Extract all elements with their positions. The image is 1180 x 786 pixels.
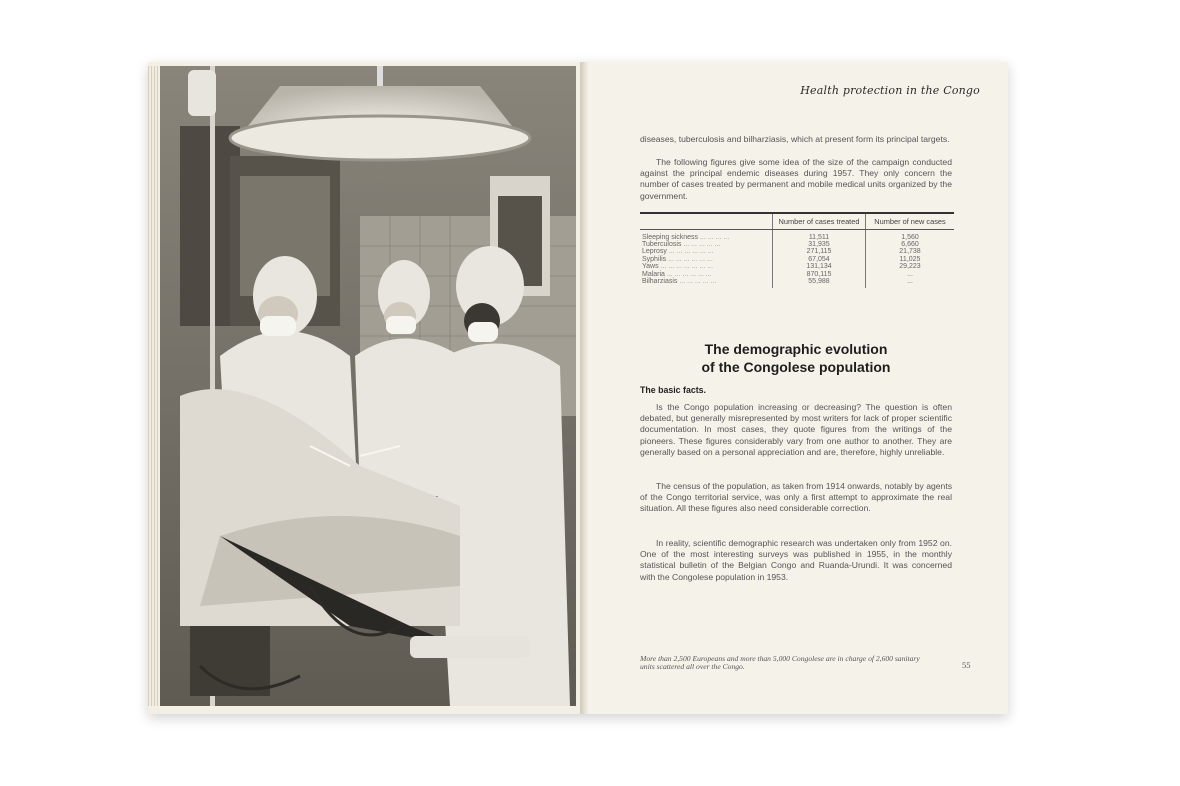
table-row: Tuberculosis ... ... ... ... ... 31,935 6,660 — [640, 241, 954, 248]
paragraph-population-question: Is the Congo population increasing or decreasing? The question is often debated, but generally misrepresented by most writers for lack of proper scientific documentation. In most cases, they quote figures from the writings of the pioneers. These figures considerably vary from one author to another. They are generally based on a personal appreciation and are, therefore, highly unreliable. — [640, 402, 952, 457]
header-disease — [640, 214, 773, 230]
left-page — [148, 62, 583, 714]
disease-name: Syphilis — [642, 255, 667, 263]
new-cases: 21,738 — [899, 248, 921, 256]
open-book — [148, 62, 1008, 714]
table-row: Sleeping sickness ... ... ... ... 11,511 1,560 — [640, 229, 954, 241]
cases-treated: 131,134 — [773, 263, 866, 270]
new-cases: 6,660 — [901, 240, 919, 248]
photo-caption: More than 2,500 Europeans and more than 5,000 Congolese are in charge of 2,600 sanitary units scattered all over the Congo. — [640, 654, 920, 672]
paragraph-research: In reality, scientific demographic research was undertaken only from 1952 on. One of the most interesting surveys was published in 1955, in the monthly statistical bulletin of the Belgian Congo and Ruanda-Urundi. It was concerned with the Congolese population in 1953. — [640, 538, 952, 582]
section-title-line1: The demographic evolution — [704, 341, 888, 357]
page-edges — [148, 66, 158, 706]
header-new-cases: Number of new cases — [866, 214, 955, 230]
right-page — [588, 62, 1008, 714]
header-cases-treated: Number of cases treated — [773, 214, 866, 230]
table-row: Syphilis ... ... ... ... ... ... 67,054 11,025 — [640, 256, 954, 263]
intro-paragraph: diseases, tuberculosis and bilharziasis, which at present form its principal targets. — [640, 134, 950, 144]
disease-name: Bilharziasis — [642, 277, 678, 285]
new-cases: 1,560 — [901, 233, 919, 241]
table-row: Malaria ... ... ... ... ... ... 870,115 ... — [640, 271, 954, 278]
cases-treated: 67,054 — [773, 256, 866, 263]
running-head: Health protection in the Congo — [800, 84, 980, 97]
paragraph-census: The census of the population, as taken from 1914 onwards, notably by agents of the Congo territorial service, was only a first attempt to approximate the real situation. All these figures also need considerable correction. — [640, 481, 952, 514]
disease-name: Yaws — [642, 263, 659, 271]
new-cases: ... — [907, 277, 913, 285]
disease-name: Tuberculosis — [642, 240, 682, 248]
disease-name: Sleeping sickness — [642, 233, 699, 241]
endemic-diseases-table — [640, 212, 954, 288]
cases-treated: 11,511 — [773, 229, 866, 241]
section-title-line2: of the Congolese population — [701, 359, 891, 375]
new-cases: 29,223 — [899, 263, 921, 271]
cases-treated: 31,935 — [773, 241, 866, 248]
cases-treated: 271,115 — [773, 248, 866, 255]
surgery-photograph — [160, 66, 576, 706]
disease-name: Malaria — [642, 270, 665, 278]
disease-name: Leprosy — [642, 248, 667, 256]
page-number: 55 — [962, 660, 971, 670]
table-row: Bilharziasis ... ... ... ... ... 55,988 ... — [640, 278, 954, 288]
section-title — [640, 340, 952, 376]
cases-treated: 55,988 — [773, 278, 866, 288]
new-cases: ... — [907, 270, 913, 278]
cases-treated: 870,115 — [773, 271, 866, 278]
table-row: Yaws ... ... ... ... ... ... ... 131,134 29,223 — [640, 263, 954, 270]
subheading: The basic facts. — [640, 385, 707, 395]
figures-paragraph: The following figures give some idea of the size of the campaign conducted against the principal endemic diseases during 1957. They only concern the number of cases treated by permanent and mobile medical units organized by the government. — [640, 157, 952, 201]
new-cases: 11,025 — [899, 255, 921, 263]
table-row: Leprosy ... ... ... ... ... ... 271,115 21,738 — [640, 248, 954, 255]
